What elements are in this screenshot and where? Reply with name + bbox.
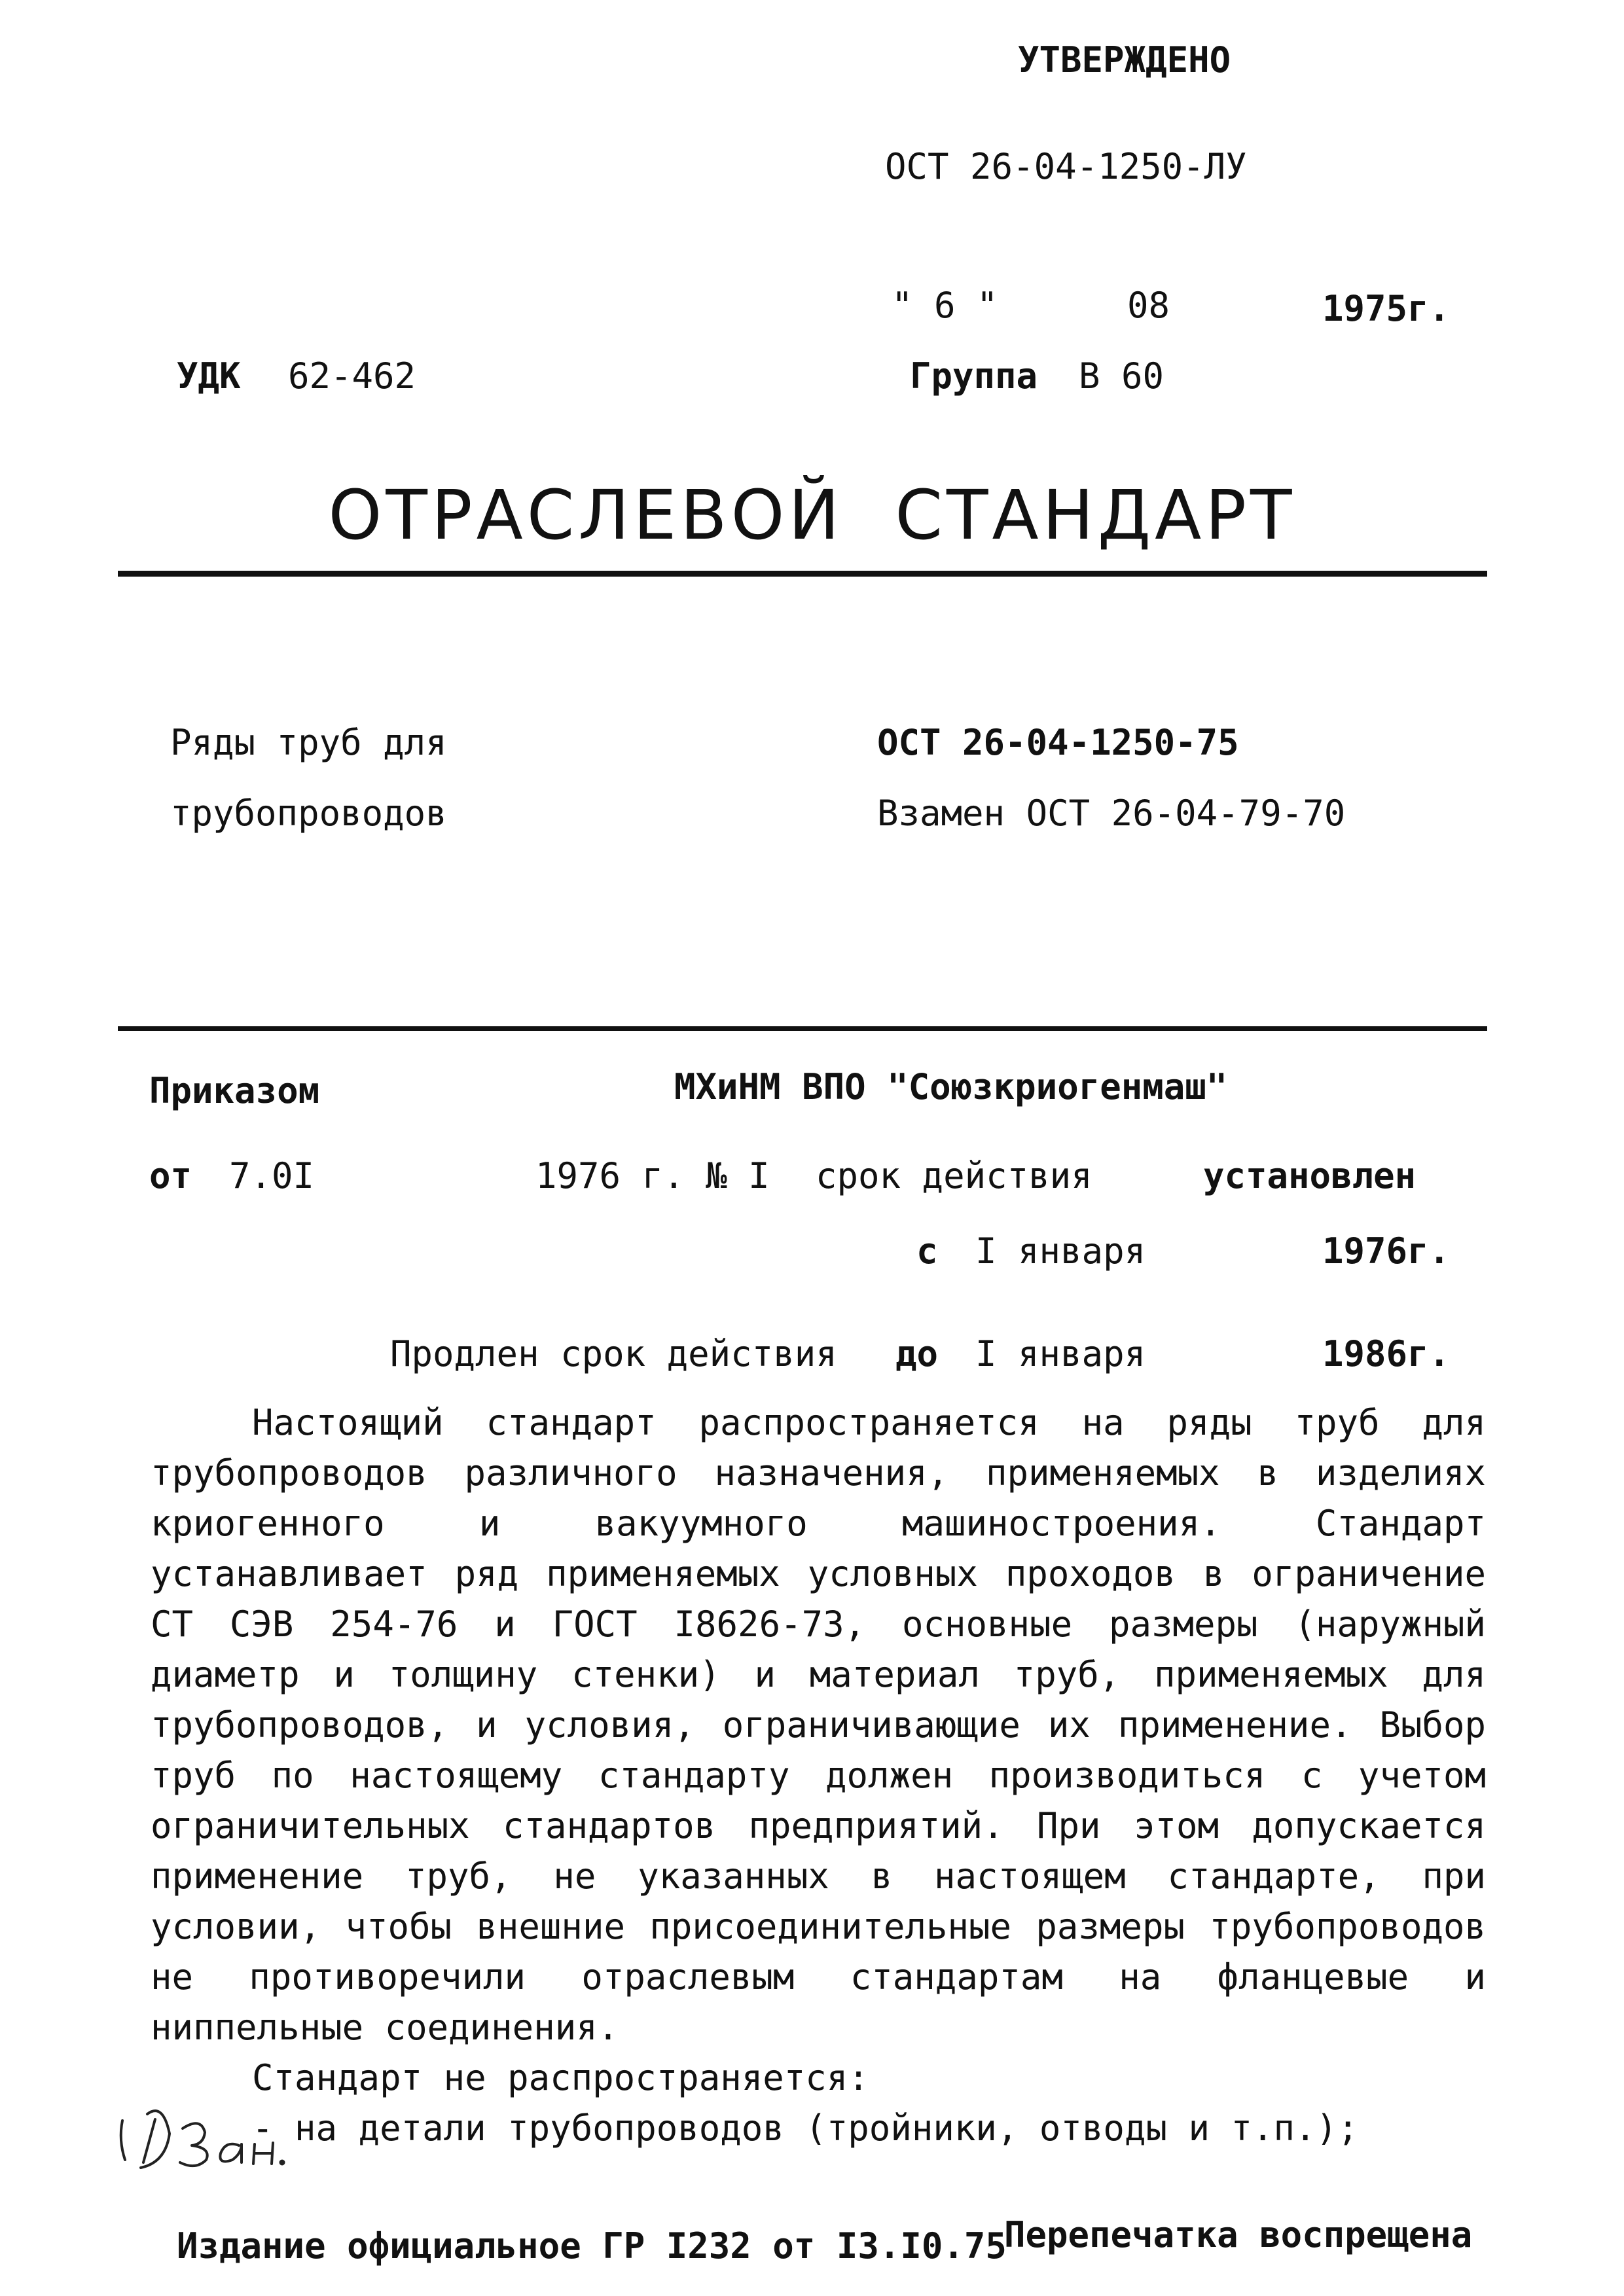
- order-issuer: МХиНМ ВПО "Союзкриогенмаш": [674, 1066, 1228, 1107]
- approval-code: ОСТ 26-04-1250-ЛУ: [885, 146, 1247, 187]
- standard-code: ОСТ 26-04-1250-75: [877, 722, 1239, 763]
- until-label: до: [895, 1333, 939, 1374]
- since-year: 1976г.: [1322, 1230, 1451, 1272]
- footer-edition: Издание официальное ГР I232 от I3.I0.75: [177, 2225, 1007, 2267]
- approval-day: " 6 ": [892, 285, 998, 326]
- order-from-label: от: [149, 1155, 192, 1196]
- order-year-number: 1976 г. № I: [535, 1155, 770, 1196]
- since-date: I января: [975, 1230, 1146, 1272]
- footer-reprint: Перепечатка воспрещена: [1004, 2214, 1473, 2255]
- approval-year: 1975г.: [1322, 288, 1451, 329]
- title-rule: [118, 571, 1487, 577]
- handwritten-note-icon: [115, 2094, 317, 2173]
- order-prefix: Приказом: [149, 1070, 320, 1111]
- order-term-label: срок действия: [816, 1155, 1092, 1196]
- extended-label: Продлен срок действия: [390, 1333, 837, 1374]
- body-paragraph: - на детали трубопроводов (тройники, отводы и т.п.);: [252, 2108, 1359, 2149]
- approval-month: 08: [1127, 285, 1170, 326]
- order-from-date: 7.0I: [229, 1155, 315, 1196]
- document-title: ОТРАСЛЕВОЙ СТАНДАРТ: [328, 475, 1296, 555]
- body-paragraph: Стандарт не распространяется:: [252, 2057, 869, 2098]
- until-date: I января: [975, 1333, 1146, 1374]
- subject-line-2: трубопроводов: [170, 793, 447, 834]
- section-rule: [118, 1026, 1487, 1031]
- body-text: [151, 1397, 1486, 2153]
- subject-line-1: Ряды труб для: [170, 722, 447, 763]
- group-label: Группа: [910, 355, 1038, 397]
- approval-label: УТВЕРЖДЕНО: [1018, 39, 1231, 81]
- until-year: 1986г.: [1322, 1333, 1451, 1374]
- udk-label: УДК: [177, 355, 241, 397]
- body-paragraph: Настоящий стандарт распространяется на ряды труб для трубопроводов различного назначения, применяемых в изделиях криогенного и вакуумного машиностроения. Стандарт устанавливает ряд применяемых условных проходов в ограничение СТ СЭВ 254-76 и ГОСТ I8626-73, основные размеры (наружный диаметр и толщину стенки) и материал труб, применяемых для трубопроводов, и условия, ограничивающие их применение. Выбор труб по настоящему стандарту должен производиться с учетом ограничительных стандартов предприятий. При этом допускается применение труб, не указанных в настоящем стандарте, при условии, чтобы внешние присоединительные размеры трубопроводов не противоречили отраслевым стандартам на фланцевые и ниппельные соединения.: [151, 1402, 1486, 2048]
- group-value: В 60: [1079, 355, 1164, 397]
- order-established: установлен: [1203, 1155, 1416, 1196]
- replaces-code: Взамен ОСТ 26-04-79-70: [877, 793, 1346, 834]
- since-label: с: [916, 1230, 938, 1272]
- udk-value: 62-462: [288, 355, 416, 397]
